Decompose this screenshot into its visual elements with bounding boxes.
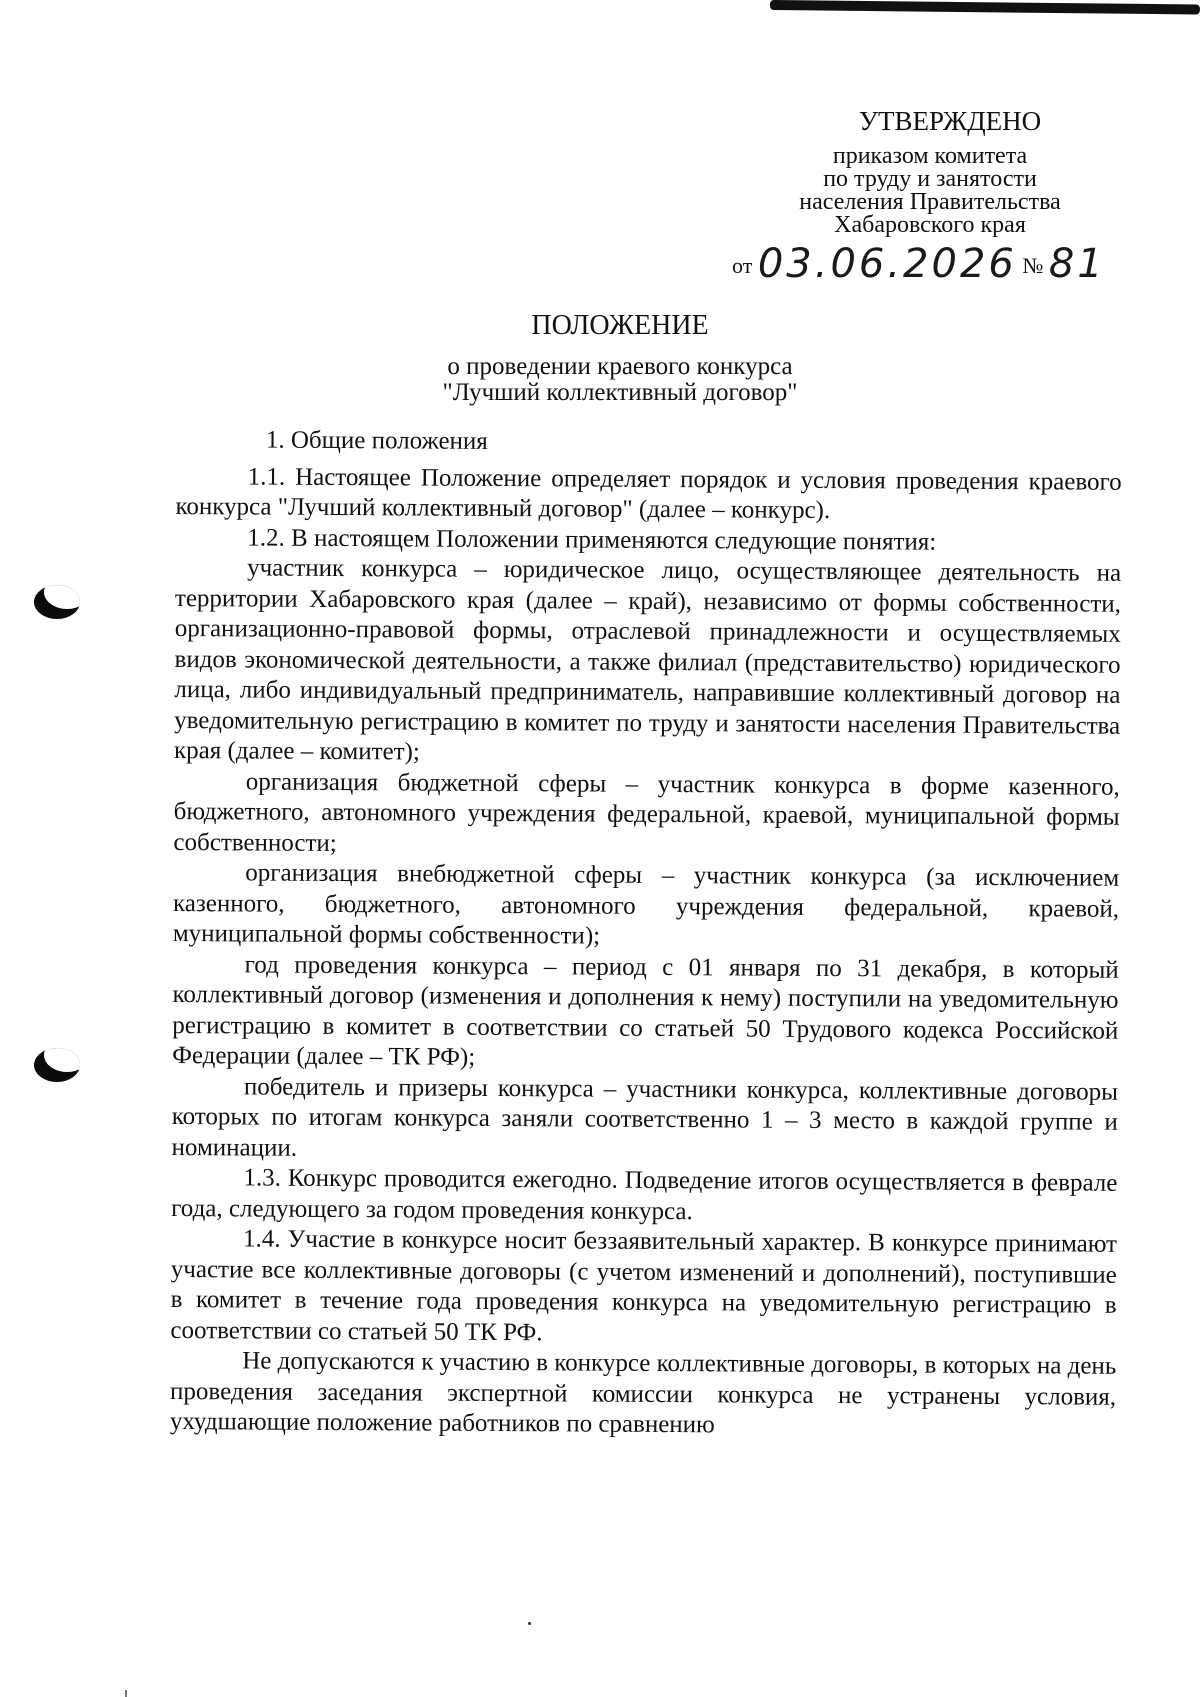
paragraph-1-1: 1.1. Настоящее Положение определяет порядок и условия проведения краевого конкурса "Лучший коллективный договор" (далее – конкурс).	[175, 462, 1122, 524]
punch-hole-upper	[34, 585, 80, 619]
definition-nonbudget-org: организация внебюджетной сферы – участник конкурса (за исключением казенного, бюджетного, автономного учреждения федеральной, краевой, муниципальной формы собственности);	[172, 859, 1120, 950]
scan-edge-shadow	[770, 0, 1200, 15]
number-prefix: №	[1022, 253, 1044, 278]
subtitle-line-1: о проведении краевого конкурса	[447, 353, 793, 380]
definition-contest-year: год проведения конкурса – период с 01 января по 31 декабря, в который коллективный договор (изменения и дополнения к нему) поступили на уведомительную регистрацию в комитет в соответствии со статьей 50 Трудового кодекса Российской Федерации (далее – ТК РФ);	[172, 950, 1119, 1071]
approval-line-3: населения Правительства	[799, 189, 1061, 215]
approval-title: УТВЕРЖДЕНО	[858, 106, 1042, 136]
definition-participant: участник конкурса – юридическое лицо, осуществляющее деятельность на территории Хабаровского края (далее – край), независимо от формы собственности, организационно-правовой формы, отраслевой принадлежности и осуществляемых видов экономической деятельности, а также филиал (представительство) юридического лица, либо индивидуальный предприниматель, направившие коллективный договор на уведомительную регистрацию в комитет по труду и занятости населения Правительства края (далее – комитет);	[173, 554, 1122, 766]
subtitle-line-2: "Лучший коллективный договор"	[442, 379, 798, 406]
paragraph-exclusion: Не допускаются к участию в конкурсе коллективные договоры, в которых на день проведения заседания экспертной комиссии конкурса не устранены условия, ухудшающие положение работников по сравнению	[169, 1347, 1117, 1439]
section-heading: 1. Общие положения	[265, 426, 488, 455]
definition-budget-org: организация бюджетной сферы – участник конкурса в форме казенного, бюджетного, автономного учреждения федеральной, краевой, муниципальной формы собственности;	[173, 767, 1120, 857]
approval-block	[760, 106, 1100, 238]
approval-line-2: по труду и занятости	[823, 166, 1037, 192]
handwritten-date: 03.06.2026	[757, 241, 1017, 287]
scan-speck-bottom	[125, 1690, 127, 1697]
paragraph-1-3: 1.3. Конкурс проводится ежегодно. Подведение итогов осуществляется в феврале года, следующего за годом проведения конкурса.	[171, 1164, 1118, 1225]
document-body	[170, 425, 1122, 1443]
paragraph-1-2: 1.2. В настоящем Положении применяются следующие понятия:	[247, 523, 937, 556]
handwritten-number: 81	[1048, 241, 1106, 287]
paragraph-1-4: 1.4. Участие в конкурсе носит беззаявительный характер. В конкурсе принимают участие все коллективные договоры (с учетом изменений и дополнений), поступившие в комитет в течение года проведения конкурса на уведомительную регистрацию в соответствии со статьей 50 ТК РФ.	[170, 1225, 1118, 1346]
approval-line-4: Хабаровского края	[834, 212, 1026, 238]
approval-line-1: приказом комитета	[832, 143, 1028, 169]
punch-hole-lower	[34, 1048, 80, 1082]
document-subtitle	[0, 354, 1200, 406]
definition-winners: победитель и призеры конкурса – участники конкурса, коллективные договоры которых по итогам конкурса заняли соответственно 1 – 3 место в каждой группе и номинации.	[171, 1072, 1119, 1162]
approval-date-line	[732, 237, 1106, 287]
document-title: ПОЛОЖЕНИЕ	[531, 310, 709, 341]
date-prefix: от	[732, 253, 753, 278]
scan-speck	[528, 1622, 531, 1625]
